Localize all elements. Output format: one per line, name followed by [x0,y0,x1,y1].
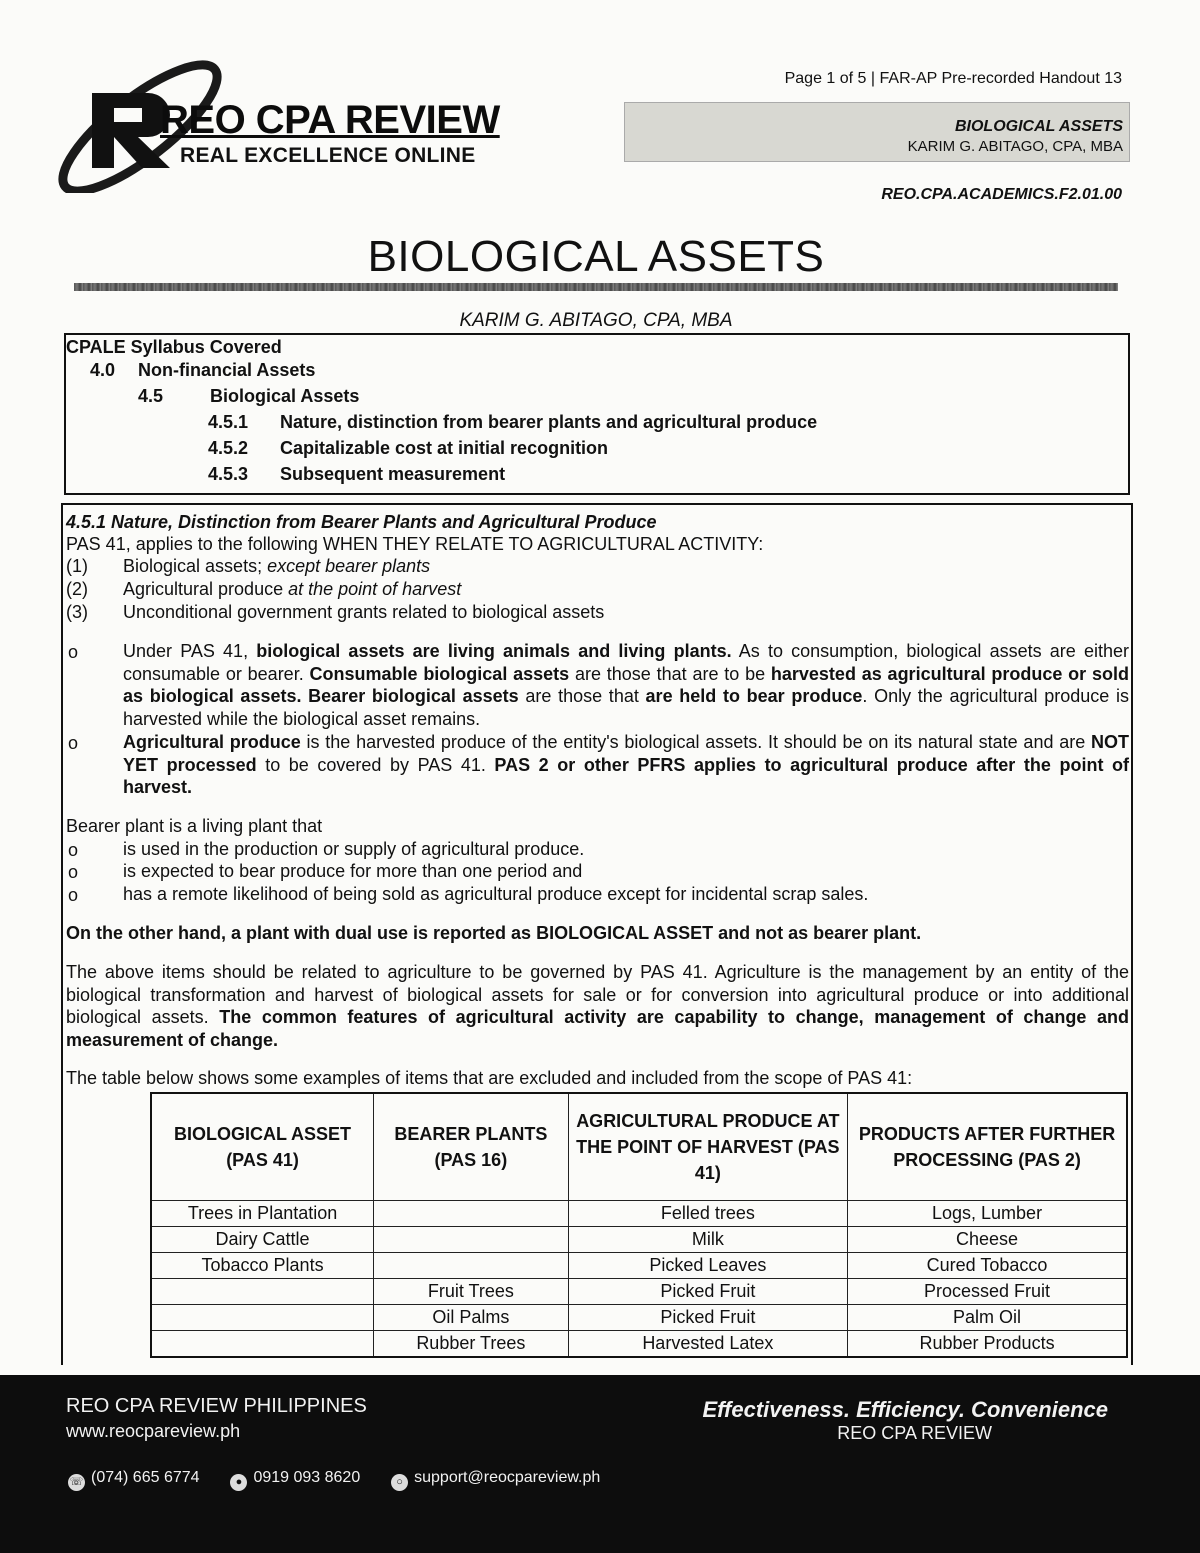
table-cell: Tobacco Plants [151,1253,374,1279]
table-cell: Oil Palms [374,1305,569,1331]
table-header: BIOLOGICAL ASSET (PAS 41) [151,1093,374,1201]
table-header: AGRICULTURAL PRODUCE AT THE POINT OF HARVEST (PAS 41) [568,1093,847,1201]
table-cell: Fruit Trees [374,1279,569,1305]
bullet-marker: o [68,642,79,662]
footer-slogan: Effectiveness. Efficiency. Convenience [702,1397,1108,1422]
footer [0,1375,1200,1553]
table-cell: Picked Fruit [568,1279,847,1305]
bullet-marker: o [68,862,79,882]
syllabus-box [64,333,1130,495]
syllabus-item: 4.5.3 Subsequent measurement [208,464,506,484]
title-divider [74,283,1118,291]
page-title: BIOLOGICAL ASSETS [367,232,825,281]
table-cell: Logs, Lumber [848,1201,1127,1227]
table-row [151,1331,1127,1358]
footer-brand: REO CPA REVIEW [837,1423,992,1443]
agricultural-produce-paragraph: Agricultural produce is the harvested produce of the entity's biological assets. It should be on its natural state and are NOT YET processed to be covered by PAS 41. PAS 2 or other PFRS applies to agricultural produce after the point of harvest. [123,732,1129,797]
table-row [151,1279,1127,1305]
footer-email-link[interactable]: support@reocpareview.ph [414,1469,601,1486]
list-item: (2) Agricultural produce at the point of harvest [66,579,462,599]
table-cell: Rubber Products [848,1331,1127,1358]
table-cell [374,1227,569,1253]
author-line: KARIM G. ABITAGO, CPA, MBA [459,310,733,331]
agriculture-paragraph: The above items should be related to agriculture to be governed by PAS 41. Agriculture is the management by an entity of the biological transformation and harvest of biological assets for sale or for conversion into agricultural produce or into additional biological assets. The common features of agricultural activity are capability to change, management of change and measurement of change. [66,962,1130,1050]
bearer-plant-item: has a remote likelihood of being sold as agricultural produce except for incidental scrap sales. [123,884,869,904]
syllabus-item: 4.5.2 Capitalizable cost at initial recognition [208,438,609,458]
table-cell: Rubber Trees [374,1331,569,1358]
bearer-plant-intro: Bearer plant is a living plant that [66,816,323,836]
list-item: (1) Biological assets; except bearer plants [66,556,431,576]
document-code: REO.CPA.ACADEMICS.F2.01.00 [881,186,1122,203]
table-cell [151,1331,374,1358]
table-cell: Dairy Cattle [151,1227,374,1253]
table-intro: The table below shows some examples of items that are excluded and included from the scope of PAS 41: [66,1068,913,1088]
section-heading: 4.5.1 Nature, Distinction from Bearer Plants and Agricultural Produce [66,512,657,532]
list-item: (3) Unconditional government grants related to biological assets [66,602,605,622]
table-cell: Cheese [848,1227,1127,1253]
syllabus-item: 4.5.1 Nature, distinction from bearer plants and agricultural produce [208,412,818,432]
bullet-marker: o [68,840,79,860]
phone-icon: ☏ [68,1474,85,1491]
table-header: PRODUCTS AFTER FURTHER PROCESSING (PAS 2) [848,1093,1127,1201]
table-cell: Milk [568,1227,847,1253]
table-cell [374,1201,569,1227]
table-cell [151,1279,374,1305]
footer-phone: (074) 665 6774 [91,1469,200,1486]
syllabus-item: 4.5 Biological Assets [138,386,360,406]
bullet-marker: o [68,885,79,905]
bearer-plant-item: is used in the production or supply of agricultural produce. [123,839,585,859]
bullet-marker: o [68,733,79,753]
table-cell: Picked Fruit [568,1305,847,1331]
table-header: BEARER PLANTS (PAS 16) [374,1093,569,1201]
table-cell: Palm Oil [848,1305,1127,1331]
footer-mobile: 0919 093 8620 [253,1469,361,1486]
footer-website-link[interactable]: www.reocpareview.ph [66,1421,241,1441]
syllabus-heading: CPALE Syllabus Covered [66,337,282,357]
email-icon: ○ [391,1474,408,1491]
mobile-icon: ● [230,1474,247,1491]
biological-asset-paragraph: Under PAS 41, biological assets are living animals and living plants. As to consumption, biological assets are either consumable or bearer. Consumable biological assets are those that are to be harvested as agricultural produce or sold as biological assets. Bearer biological assets are those that are held to bear produce. Only the agricultural produce is harvested while the biological asset remains. [123,641,1129,729]
page-info: Page 1 of 5 | FAR-AP Pre-recorded Handout 13 [784,70,1122,87]
table-cell: Trees in Plantation [151,1201,374,1227]
table-cell: Cured Tobacco [848,1253,1127,1279]
logo-tagline: REAL EXCELLENCE ONLINE [180,144,476,167]
bearer-plant-item: is expected to bear produce for more than one period and [123,861,583,881]
table-row [151,1201,1127,1227]
logo-brand-text: REO CPA REVIEW [160,98,500,142]
table-cell: Processed Fruit [848,1279,1127,1305]
table-cell [374,1253,569,1279]
table-header-row [151,1093,1127,1201]
table-cell: Picked Leaves [568,1253,847,1279]
table-cell [151,1305,374,1331]
table-row [151,1227,1127,1253]
dual-use-note: On the other hand, a plant with dual use is reported as BIOLOGICAL ASSET and not as bearer plant. [66,923,922,943]
table-row [151,1305,1127,1331]
reo-logo [40,58,510,193]
topic-title: BIOLOGICAL ASSETS [954,118,1123,135]
table-row [151,1253,1127,1279]
footer-contacts [68,1469,600,1491]
topic-box [624,102,1130,162]
topic-author: KARIM G. ABITAGO, CPA, MBA [907,138,1123,155]
table-cell: Felled trees [568,1201,847,1227]
footer-company: REO CPA REVIEW PHILIPPINES [66,1395,367,1417]
scope-table [150,1092,1128,1358]
table-cell: Harvested Latex [568,1331,847,1358]
syllabus-item: 4.0 Non-financial Assets [90,360,316,380]
scope-intro: PAS 41, applies to the following WHEN THEY RELATE TO AGRICULTURAL ACTIVITY: [66,534,764,554]
